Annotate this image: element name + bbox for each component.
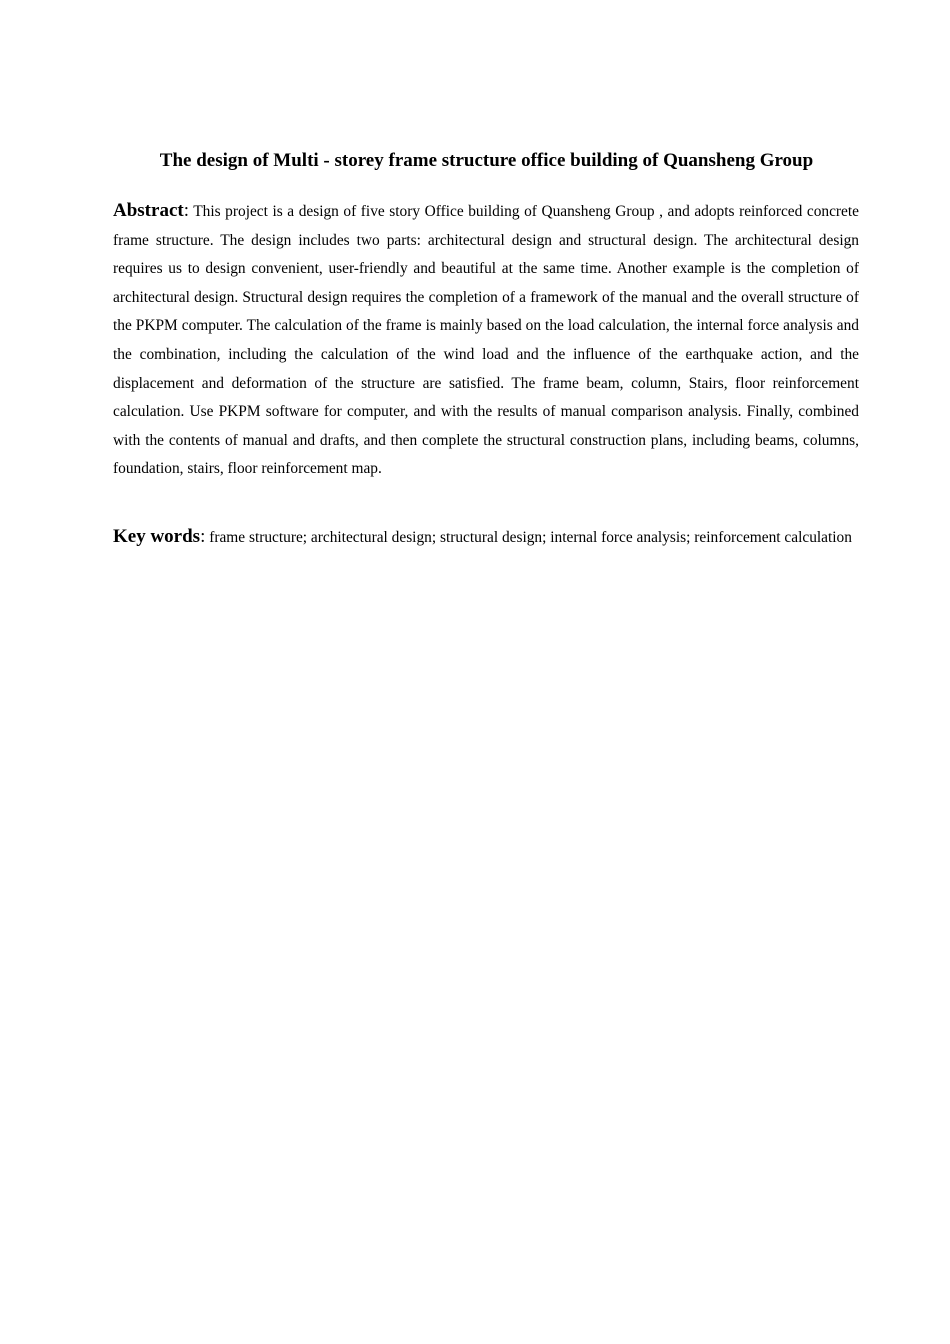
- abstract-text: This project is a design of five story Office building of Quansheng Group , and adopts reinforced concrete frame structure. The design includes two parts: architectural design and structural design. The architectural design requires us to design convenient, user-friendly and beautiful at the same time. Another example is the completion of architectural design. Structural design requires the completion of a framework of the manual and the overall structure of the PKPM computer. The calculation of the frame is mainly based on the load calculation, the internal force analysis and the combination, including the calculation of the wind load and the influence of the earthquake action, and the displacement and deformation of the structure are satisfied. The frame beam, column, Stairs, floor reinforcement calculation. Use PKPM software for computer, and with the results of manual comparison analysis. Finally, combined with the contents of manual and drafts, and then complete the structural construction plans, including beams, columns, foundation, stairs, floor reinforcement map.: [113, 203, 859, 478]
- document-title: The design of Multi - storey frame structure office building of Quansheng Group: [159, 150, 814, 171]
- keywords-paragraph: [113, 523, 859, 553]
- abstract-separator: :: [183, 200, 189, 221]
- keywords-separator: :: [200, 526, 206, 547]
- keywords-text: frame structure; architectural design; structural design; internal force analysis; reinforcement calculation: [209, 529, 852, 546]
- keywords-label: Key words: [113, 526, 201, 547]
- abstract-paragraph: [113, 197, 859, 484]
- abstract-label: Abstract: [113, 200, 184, 221]
